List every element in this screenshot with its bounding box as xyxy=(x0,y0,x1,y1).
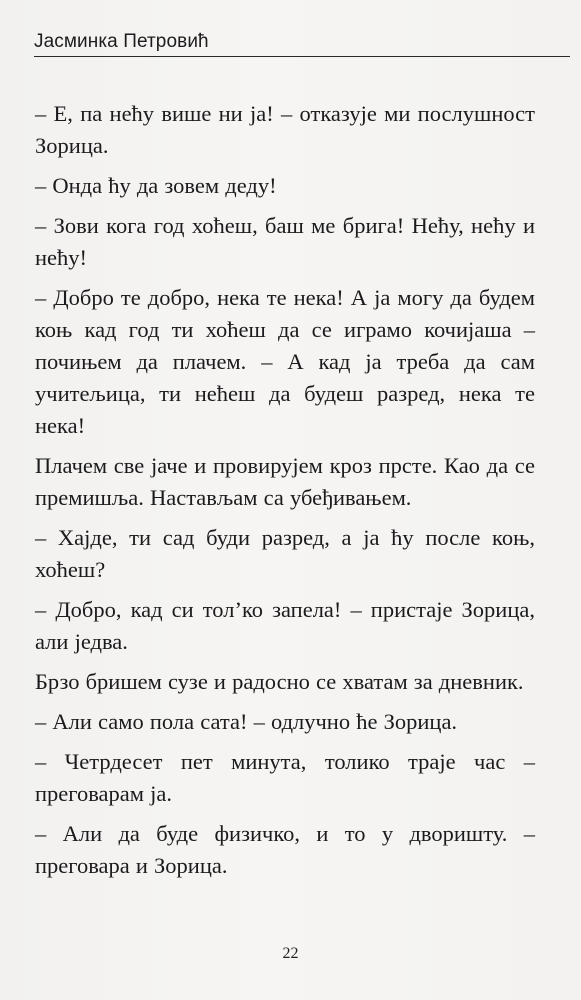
paragraph: – Е, па нећу више ни ја! – отказује ми послушност Зорица. xyxy=(35,101,535,158)
header-author: Јасминка Петровић xyxy=(34,31,209,52)
paragraph: Брзо бришем сузе и радосно се хватам за дневник. xyxy=(35,669,524,694)
paragraph: – Зови кога год хоћеш, баш ме брига! Нећу, нећу и нећу! xyxy=(35,213,535,270)
header-rule xyxy=(34,56,570,57)
page-number: 22 xyxy=(282,945,299,962)
paragraph: Плачем све јаче и провирујем кроз прсте. Као да се премишља. Настављам са убеђивањем. xyxy=(35,453,535,510)
paragraph: – Онда ћу да зовем деду! xyxy=(35,173,277,198)
paragraph: – Добро те добро, нека те нека! А ја могу да будем коњ кад год ти хоћеш да се играмо кочијаша – почињем да плачем. – А кад ја треба да сам учитељица, ти нећеш да будеш разред, нека те нека! xyxy=(35,285,535,438)
running-header xyxy=(34,28,570,58)
paragraph: – Али да буде физичко, и то у дворишту. – преговара и Зорица. xyxy=(35,821,535,878)
paragraph: – Четрдесет пет минута, толико траје час – преговарам ја. xyxy=(35,749,535,806)
paragraph: – Хајде, ти сад буди разред, а ја ћу после коњ, хоћеш? xyxy=(35,525,535,582)
body-text xyxy=(35,98,535,890)
paragraph: – Али само пола сата! – одлучно ће Зорица. xyxy=(35,709,458,734)
paragraph: – Добро, кад си тол’ко запела! – пристаје Зорица, али једва. xyxy=(35,597,535,654)
